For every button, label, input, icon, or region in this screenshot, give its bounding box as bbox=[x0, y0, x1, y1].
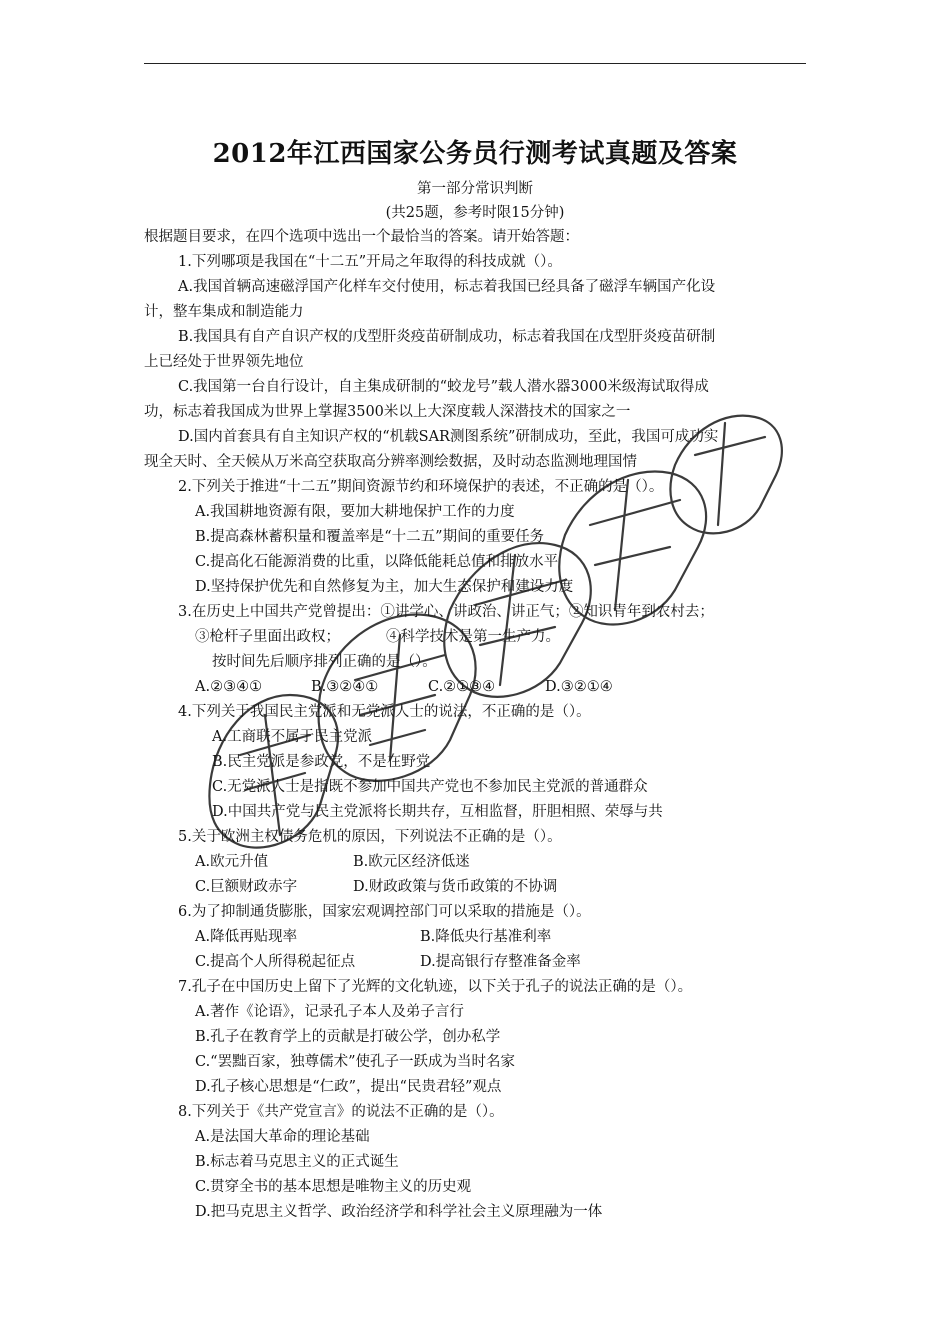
q3-options-row bbox=[195, 677, 755, 697]
q6-option-d: D.提高银行存整准备金率 bbox=[420, 954, 581, 970]
q3-option-d: D.③②①④ bbox=[545, 679, 613, 695]
q6-stem: 6.为了抑制通货膨胀，国家宏观调控部门可以采取的措施是（）。 bbox=[178, 904, 591, 920]
q6-options-row-2 bbox=[195, 952, 755, 972]
q3-option-c: C.②①③④ bbox=[428, 679, 496, 695]
q4-option-d: D.中国共产党与民主党派将长期共存，互相监督，肝胆相照、荣辱与共 bbox=[212, 804, 663, 820]
q4-option-c: C.无党派人士是指既不参加中国共产党也不参加民主党派的普通群众 bbox=[212, 779, 648, 795]
q5-options-row-1 bbox=[195, 852, 755, 872]
q3-statement-4: ④科学技术是第一生产力。 bbox=[386, 629, 560, 645]
q8-option-b: B.标志着马克思主义的正式诞生 bbox=[195, 1154, 399, 1170]
q2-option-a: A.我国耕地资源有限，要加大耕地保护工作的力度 bbox=[195, 504, 515, 520]
q1-stem: 1.下列哪项是我国在“十二五”开局之年取得的科技成就（）。 bbox=[178, 254, 562, 270]
q6-options-row-1 bbox=[195, 927, 755, 947]
q2-option-d: D.坚持保护优先和自然修复为主，加大生态保护和建设力度 bbox=[195, 579, 574, 595]
q6-option-a: A.降低再贴现率 bbox=[195, 929, 298, 945]
q2-option-b: B.提高森林蓄积量和覆盖率是“十二五”期间的重要任务 bbox=[195, 529, 545, 545]
q3-stem: 3.在历史上中国共产党曾提出：①讲学心、讲政治、讲正气；②知识青年到农村去； bbox=[178, 604, 714, 620]
q5-options-row-2 bbox=[195, 877, 755, 897]
q8-option-c: C.贯穿全书的基本思想是唯物主义的历史观 bbox=[195, 1179, 472, 1195]
q3-option-a: A.②③④① bbox=[195, 679, 263, 695]
header-rule bbox=[144, 63, 806, 64]
q7-option-d: D.孔子核心思想是“仁政”，提出“民贵君轻”观点 bbox=[195, 1079, 502, 1095]
q6-option-c: C.提高个人所得税起征点 bbox=[195, 954, 356, 970]
q7-option-c: C.“罢黜百家，独尊儒术”使孔子一跃成为当时名家 bbox=[195, 1054, 516, 1070]
q7-option-a: A.著作《论语》，记录孔子本人及弟子言行 bbox=[195, 1004, 464, 1020]
q8-option-d: D.把马克思主义哲学、政治经济学和科学社会主义原理融为一体 bbox=[195, 1204, 603, 1220]
q1-option-d: D.国内首套具有自主知识产权的“机载SAR测图系统”研制成功，至此，我国可成功实 bbox=[178, 429, 719, 445]
page-title: 2012年江西国家公务员行测考试真题及答案 bbox=[212, 139, 738, 169]
q8-option-a: A.是法国大革命的理论基础 bbox=[195, 1129, 370, 1145]
q2-stem: 2.下列关于推进“十二五”期间资源节约和环境保护的表述，不正确的是（）。 bbox=[178, 479, 664, 495]
q1-option-a-cont: 计，整车集成和制造能力 bbox=[144, 304, 304, 320]
q5-option-a: A.欧元升值 bbox=[195, 854, 269, 870]
q8-stem: 8.下列关于《共产党宣言》的说法不正确的是（）。 bbox=[178, 1104, 504, 1120]
q6-option-b: B.降低央行基准利率 bbox=[420, 929, 552, 945]
q1-option-c: C.我国第一台自行设计，自主集成研制的“蛟龙号”载人潜水器3000米级海试取得成 bbox=[178, 379, 709, 395]
q4-stem: 4.下列关于我国民主党派和无党派人士的说法，不正确的是（）。 bbox=[178, 704, 591, 720]
q3-option-b: B.③②④① bbox=[311, 679, 379, 695]
q1-option-b-cont: 上已经处于世界领先地位 bbox=[144, 354, 304, 370]
q5-option-d: D.财政政策与货币政策的不协调 bbox=[353, 879, 558, 895]
q7-option-b: B.孔子在教育学上的贡献是打破公学，创办私学 bbox=[195, 1029, 501, 1045]
q3-statements-row bbox=[195, 627, 755, 647]
q3-ask: 按时间先后顺序排列正确的是（）。 bbox=[212, 654, 437, 670]
q1-option-a: A.我国首辆高速磁浮国产化样车交付使用，标志着我国已经具备了磁浮车辆国产化设 bbox=[178, 279, 716, 295]
q4-option-b: B.民主党派是参政党，不是在野党 bbox=[212, 754, 431, 770]
q5-option-c: C.巨额财政赤字 bbox=[195, 879, 298, 895]
q7-stem: 7.孔子在中国历史上留下了光辉的文化轨迹，以下关于孔子的说法正确的是（）。 bbox=[178, 979, 693, 995]
instruction: 根据题目要求，在四个选项中选出一个最恰当的答案。请开始答题： bbox=[144, 229, 579, 245]
section-heading: 第一部分常识判断 bbox=[417, 181, 533, 197]
section-note: (共25题，参考时限15分钟) bbox=[385, 205, 565, 221]
q4-option-a: A.工商联不属于民主党派 bbox=[212, 729, 373, 745]
q1-option-d-cont: 现全天时、全天候从万米高空获取高分辨率测绘数据，及时动态监测地理国情 bbox=[144, 454, 637, 470]
q3-statement-3: ③枪杆子里面出政权； bbox=[195, 629, 340, 645]
q5-stem: 5.关于欧洲主权债务危机的原因，下列说法不正确的是（）。 bbox=[178, 829, 562, 845]
q5-option-b: B.欧元区经济低迷 bbox=[353, 854, 470, 870]
q2-option-c: C.提高化石能源消费的比重，以降低能耗总值和排放水平 bbox=[195, 554, 559, 570]
q1-option-b: B.我国具有自产自识产权的戊型肝炎疫苗研制成功，标志着我国在戊型肝炎疫苗研制 bbox=[178, 329, 716, 345]
q1-option-c-cont: 功，标志着我国成为世界上掌握3500米以上大深度载人深潜技术的国家之一 bbox=[144, 404, 631, 420]
